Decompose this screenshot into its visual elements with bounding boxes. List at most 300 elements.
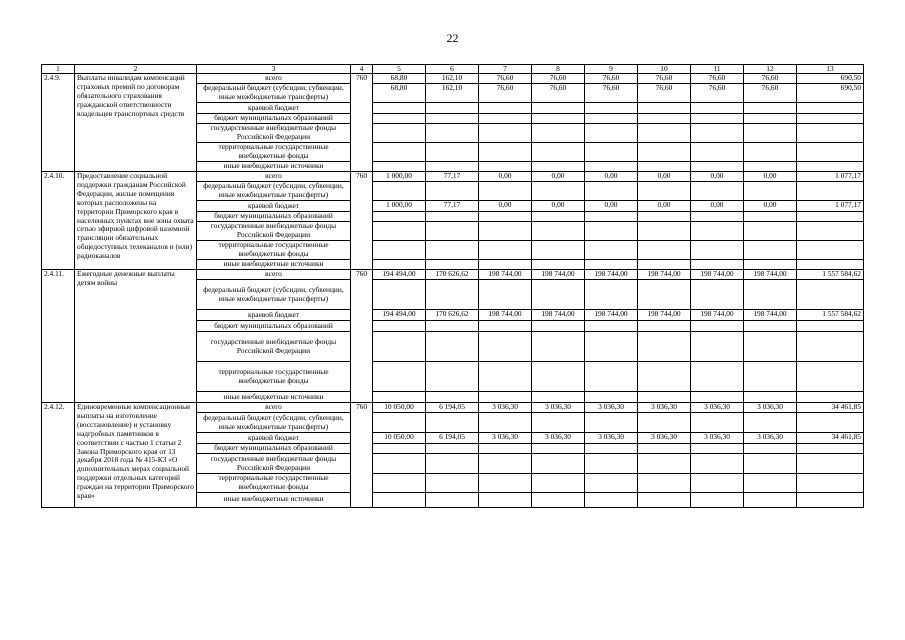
total-value: 1 557 584,62 <box>797 270 864 280</box>
year-value <box>691 241 744 260</box>
year-value <box>426 321 479 332</box>
year-value: 0,00 <box>744 172 797 182</box>
total-value <box>797 474 864 493</box>
year-value <box>638 124 691 143</box>
year-value: 0,00 <box>532 201 585 212</box>
year-value <box>426 114 479 124</box>
year-value <box>373 413 426 433</box>
year-value <box>691 444 744 454</box>
year-value: 77,17 <box>426 201 479 212</box>
year-value <box>532 182 585 201</box>
year-value <box>744 162 797 172</box>
budget-code: 760 <box>351 172 373 270</box>
year-value <box>691 260 744 270</box>
funding-source: всего <box>197 270 351 280</box>
year-value <box>585 241 638 260</box>
year-value: 76,60 <box>532 74 585 84</box>
year-value: 1 000,00 <box>373 201 426 212</box>
year-value <box>373 182 426 201</box>
column-number: 6 <box>426 65 479 74</box>
year-value <box>532 162 585 172</box>
funding-source: бюджет муниципальных образований <box>197 321 351 332</box>
year-value <box>638 392 691 403</box>
year-value <box>585 222 638 241</box>
year-value <box>532 454 585 474</box>
year-value: 198 744,00 <box>532 270 585 280</box>
year-value <box>744 260 797 270</box>
total-value: 690,50 <box>797 74 864 84</box>
year-value: 198 744,00 <box>638 270 691 280</box>
funding-source: иные внебюджетные источники <box>197 260 351 270</box>
year-value <box>744 280 797 310</box>
year-value <box>638 492 691 507</box>
year-value: 10 050,00 <box>373 433 426 444</box>
year-value <box>479 474 532 493</box>
year-value <box>585 454 638 474</box>
column-number-row <box>42 65 864 74</box>
year-value <box>585 280 638 310</box>
funding-source: краевой бюджет <box>197 201 351 212</box>
year-value <box>638 413 691 433</box>
year-value <box>532 222 585 241</box>
year-value: 0,00 <box>585 201 638 212</box>
year-value <box>532 212 585 222</box>
year-value <box>744 474 797 493</box>
year-value: 76,60 <box>532 84 585 103</box>
year-value <box>638 103 691 114</box>
year-value <box>479 492 532 507</box>
year-value <box>426 222 479 241</box>
year-value <box>638 454 691 474</box>
year-value <box>479 162 532 172</box>
budget-table <box>41 64 864 508</box>
year-value <box>373 332 426 362</box>
year-value <box>691 392 744 403</box>
year-value <box>532 444 585 454</box>
year-value <box>426 212 479 222</box>
year-value <box>638 362 691 392</box>
column-number: 12 <box>744 65 797 74</box>
year-value: 76,60 <box>638 84 691 103</box>
funding-source: территориальные государственные внебюджетные фонды <box>197 241 351 260</box>
year-value <box>691 114 744 124</box>
year-value <box>479 260 532 270</box>
funding-source: государственные внебюджетные фонды Российской Федерации <box>197 124 351 143</box>
year-value <box>585 413 638 433</box>
year-value: 76,60 <box>479 74 532 84</box>
year-value <box>638 114 691 124</box>
year-value: 198 744,00 <box>638 310 691 321</box>
year-value: 170 626,62 <box>426 310 479 321</box>
total-value <box>797 103 864 114</box>
year-value <box>744 332 797 362</box>
year-value <box>585 492 638 507</box>
year-value: 0,00 <box>532 172 585 182</box>
year-value <box>373 124 426 143</box>
year-value <box>373 474 426 493</box>
total-value <box>797 162 864 172</box>
year-value <box>585 321 638 332</box>
year-value <box>426 260 479 270</box>
year-value <box>691 454 744 474</box>
year-value <box>744 392 797 403</box>
year-value <box>373 143 426 162</box>
column-number: 8 <box>532 65 585 74</box>
year-value <box>479 280 532 310</box>
funding-source: иные внебюджетные источники <box>197 162 351 172</box>
year-value: 198 744,00 <box>585 270 638 280</box>
year-value <box>532 143 585 162</box>
year-value <box>479 392 532 403</box>
year-value <box>479 321 532 332</box>
total-value <box>797 143 864 162</box>
year-value <box>426 162 479 172</box>
year-value <box>426 392 479 403</box>
total-value <box>797 392 864 403</box>
total-value: 34 461,85 <box>797 433 864 444</box>
total-value: 34 461,85 <box>797 403 864 413</box>
total-value <box>797 182 864 201</box>
measure-number: 2.4.12. <box>42 403 75 508</box>
year-value <box>373 222 426 241</box>
year-value <box>532 241 585 260</box>
column-number: 10 <box>638 65 691 74</box>
year-value: 77,17 <box>426 172 479 182</box>
year-value: 3 036,30 <box>691 403 744 413</box>
year-value <box>426 280 479 310</box>
year-value <box>479 124 532 143</box>
year-value <box>479 362 532 392</box>
funding-source: государственные внебюджетные фонды Российской Федерации <box>197 454 351 474</box>
year-value <box>532 321 585 332</box>
year-value: 3 036,30 <box>532 403 585 413</box>
year-value: 194 494,00 <box>373 270 426 280</box>
year-value <box>426 241 479 260</box>
year-value: 0,00 <box>585 172 638 182</box>
year-value <box>585 114 638 124</box>
year-value: 76,60 <box>744 84 797 103</box>
year-value: 0,00 <box>744 201 797 212</box>
column-number: 2 <box>75 65 197 74</box>
funding-source: бюджет муниципальных образований <box>197 114 351 124</box>
year-value <box>744 182 797 201</box>
year-value <box>426 124 479 143</box>
year-value <box>744 492 797 507</box>
total-value <box>797 212 864 222</box>
year-value <box>638 162 691 172</box>
year-value <box>373 162 426 172</box>
total-value <box>797 321 864 332</box>
year-value <box>532 362 585 392</box>
measure-source-row <box>42 403 864 413</box>
year-value: 76,60 <box>585 74 638 84</box>
year-value <box>373 492 426 507</box>
year-value: 0,00 <box>691 201 744 212</box>
year-value: 0,00 <box>479 172 532 182</box>
year-value <box>373 114 426 124</box>
year-value <box>585 182 638 201</box>
total-value <box>797 454 864 474</box>
year-value: 76,60 <box>744 74 797 84</box>
year-value <box>638 143 691 162</box>
year-value <box>585 392 638 403</box>
year-value <box>426 362 479 392</box>
funding-source: иные внебюджетные источники <box>197 392 351 403</box>
year-value <box>479 241 532 260</box>
year-value <box>373 103 426 114</box>
year-value <box>744 444 797 454</box>
year-value: 198 744,00 <box>744 310 797 321</box>
year-value <box>638 241 691 260</box>
year-value <box>479 222 532 241</box>
funding-source: бюджет муниципальных образований <box>197 444 351 454</box>
year-value <box>638 332 691 362</box>
year-value <box>426 182 479 201</box>
year-value <box>744 143 797 162</box>
year-value <box>532 103 585 114</box>
year-value <box>691 492 744 507</box>
year-value <box>426 143 479 162</box>
year-value: 198 744,00 <box>532 310 585 321</box>
year-value <box>585 444 638 454</box>
year-value <box>744 454 797 474</box>
measure-name: Ежегодные денежные выплаты детям войны <box>75 270 197 403</box>
year-value <box>691 474 744 493</box>
year-value: 3 036,30 <box>585 433 638 444</box>
year-value <box>744 241 797 260</box>
year-value: 198 744,00 <box>479 270 532 280</box>
year-value <box>691 321 744 332</box>
year-value <box>479 332 532 362</box>
year-value <box>744 124 797 143</box>
year-value: 76,60 <box>479 84 532 103</box>
budget-code: 760 <box>351 403 373 508</box>
year-value <box>744 362 797 392</box>
total-value: 1 077,17 <box>797 201 864 212</box>
year-value <box>426 444 479 454</box>
year-value <box>373 260 426 270</box>
funding-source: федеральный бюджет (субсидии, субвенции, иные межбюджетные трансферты) <box>197 413 351 433</box>
total-value <box>797 222 864 241</box>
year-value <box>373 321 426 332</box>
funding-source: территориальные государственные внебюджетные фонды <box>197 474 351 493</box>
funding-source: всего <box>197 74 351 84</box>
year-value: 194 494,00 <box>373 310 426 321</box>
funding-source: государственные внебюджетные фонды Российской Федерации <box>197 332 351 362</box>
year-value: 68,80 <box>373 74 426 84</box>
measure-name: Предоставление социальной поддержки гражданам Российской Федерации, жилые помещения которых расположены на территории Приморского края в населенных пунктах вне зоны охвата сетью эфирной цифровой наземной трансляции обязательных общедоступных телеканалов и (или) радиоканалов <box>75 172 197 270</box>
year-value: 10 050,00 <box>373 403 426 413</box>
year-value <box>532 392 585 403</box>
year-value <box>638 474 691 493</box>
year-value: 3 036,30 <box>691 433 744 444</box>
year-value <box>691 212 744 222</box>
funding-source: территориальные государственные внебюджетные фонды <box>197 362 351 392</box>
year-value <box>373 454 426 474</box>
year-value <box>479 413 532 433</box>
year-value: 1 000,00 <box>373 172 426 182</box>
total-value <box>797 332 864 362</box>
total-value <box>797 124 864 143</box>
year-value: 198 744,00 <box>744 270 797 280</box>
year-value: 3 036,30 <box>585 403 638 413</box>
year-value: 170 626,62 <box>426 270 479 280</box>
year-value <box>691 362 744 392</box>
year-value <box>532 280 585 310</box>
year-value: 0,00 <box>479 201 532 212</box>
year-value <box>691 103 744 114</box>
year-value: 0,00 <box>638 201 691 212</box>
year-value <box>744 222 797 241</box>
column-number: 13 <box>797 65 864 74</box>
measure-number: 2.4.10. <box>42 172 75 270</box>
year-value <box>585 260 638 270</box>
year-value <box>532 114 585 124</box>
measure-name: Единовременные компенсационные выплаты на изготовление (восстановление) и установку надгробных памятников в соответствии с частью 1 статьи 2 Закона Приморского края от 13 декабря 2018 года № 415-КЗ «О дополнительных мерах социальной поддержки отдельных категорий граждан на территории Приморского края» <box>75 403 197 508</box>
year-value <box>426 492 479 507</box>
year-value: 0,00 <box>691 172 744 182</box>
total-value: 1 077,17 <box>797 172 864 182</box>
column-number: 7 <box>479 65 532 74</box>
year-value <box>426 413 479 433</box>
year-value <box>479 143 532 162</box>
page-number: 22 <box>446 31 459 45</box>
column-number: 5 <box>373 65 426 74</box>
total-value <box>797 241 864 260</box>
year-value <box>744 114 797 124</box>
funding-source: краевой бюджет <box>197 310 351 321</box>
year-value <box>585 212 638 222</box>
year-value <box>585 103 638 114</box>
year-value: 76,60 <box>638 74 691 84</box>
year-value: 68,80 <box>373 84 426 103</box>
funding-source: федеральный бюджет (субсидии, субвенции, иные межбюджетные трансферты) <box>197 280 351 310</box>
measure-source-row <box>42 74 864 84</box>
year-value <box>585 143 638 162</box>
year-value <box>585 332 638 362</box>
year-value <box>585 474 638 493</box>
year-value <box>691 182 744 201</box>
budget-code: 760 <box>351 74 373 172</box>
total-value <box>797 114 864 124</box>
year-value <box>691 332 744 362</box>
funding-source: федеральный бюджет (субсидии, субвенции, иные межбюджетные трансферты) <box>197 84 351 103</box>
total-value <box>797 444 864 454</box>
year-value <box>744 321 797 332</box>
measure-source-row <box>42 172 864 182</box>
year-value: 3 036,30 <box>638 433 691 444</box>
column-number: 11 <box>691 65 744 74</box>
funding-source: иные внебюджетные источники <box>197 492 351 507</box>
year-value <box>532 332 585 362</box>
year-value: 76,60 <box>585 84 638 103</box>
year-value <box>479 444 532 454</box>
year-value <box>744 103 797 114</box>
funding-source: всего <box>197 403 351 413</box>
year-value: 198 744,00 <box>585 310 638 321</box>
total-value <box>797 260 864 270</box>
year-value: 162,10 <box>426 84 479 103</box>
year-value <box>373 280 426 310</box>
year-value <box>691 280 744 310</box>
funding-source: всего <box>197 172 351 182</box>
year-value <box>479 114 532 124</box>
year-value <box>691 124 744 143</box>
year-value <box>691 413 744 433</box>
year-value <box>744 212 797 222</box>
funding-source: бюджет муниципальных образований <box>197 212 351 222</box>
year-value: 6 194,05 <box>426 433 479 444</box>
funding-source: государственные внебюджетные фонды Российской Федерации <box>197 222 351 241</box>
measure-source-row <box>42 270 864 280</box>
year-value <box>426 454 479 474</box>
year-value <box>426 332 479 362</box>
year-value: 198 744,00 <box>479 310 532 321</box>
funding-source: краевой бюджет <box>197 433 351 444</box>
year-value <box>532 124 585 143</box>
total-value <box>797 280 864 310</box>
column-number: 4 <box>351 65 373 74</box>
year-value <box>585 124 638 143</box>
year-value <box>532 413 585 433</box>
year-value: 198 744,00 <box>691 270 744 280</box>
year-value <box>373 212 426 222</box>
measure-number: 2.4.9. <box>42 74 75 172</box>
total-value <box>797 362 864 392</box>
year-value <box>373 362 426 392</box>
funding-source: краевой бюджет <box>197 103 351 114</box>
year-value: 76,60 <box>691 74 744 84</box>
year-value <box>691 162 744 172</box>
column-number: 9 <box>585 65 638 74</box>
year-value <box>532 260 585 270</box>
year-value: 3 036,30 <box>638 403 691 413</box>
year-value: 3 036,30 <box>744 403 797 413</box>
column-number: 1 <box>42 65 75 74</box>
year-value <box>638 280 691 310</box>
year-value <box>426 474 479 493</box>
year-value <box>638 182 691 201</box>
funding-source: территориальные государственные внебюджетные фонды <box>197 143 351 162</box>
year-value <box>691 143 744 162</box>
year-value <box>532 492 585 507</box>
year-value <box>744 413 797 433</box>
year-value <box>479 454 532 474</box>
year-value <box>479 212 532 222</box>
year-value <box>373 444 426 454</box>
total-value <box>797 413 864 433</box>
year-value: 76,60 <box>691 84 744 103</box>
year-value <box>373 392 426 403</box>
column-number: 3 <box>197 65 351 74</box>
year-value: 162,10 <box>426 74 479 84</box>
total-value: 1 557 584,62 <box>797 310 864 321</box>
year-value <box>479 103 532 114</box>
measure-number: 2.4.11. <box>42 270 75 403</box>
year-value <box>638 212 691 222</box>
year-value <box>585 362 638 392</box>
year-value <box>638 444 691 454</box>
year-value <box>638 260 691 270</box>
year-value: 6 194,05 <box>426 403 479 413</box>
budget-code: 760 <box>351 270 373 403</box>
year-value <box>426 103 479 114</box>
measure-name: Выплаты инвалидам компенсаций страховых премий по договорам обязательного страхования гражданской ответственности владельцев транспортных средств <box>75 74 197 172</box>
year-value: 3 036,30 <box>479 433 532 444</box>
year-value: 3 036,30 <box>532 433 585 444</box>
year-value <box>373 241 426 260</box>
total-value <box>797 492 864 507</box>
